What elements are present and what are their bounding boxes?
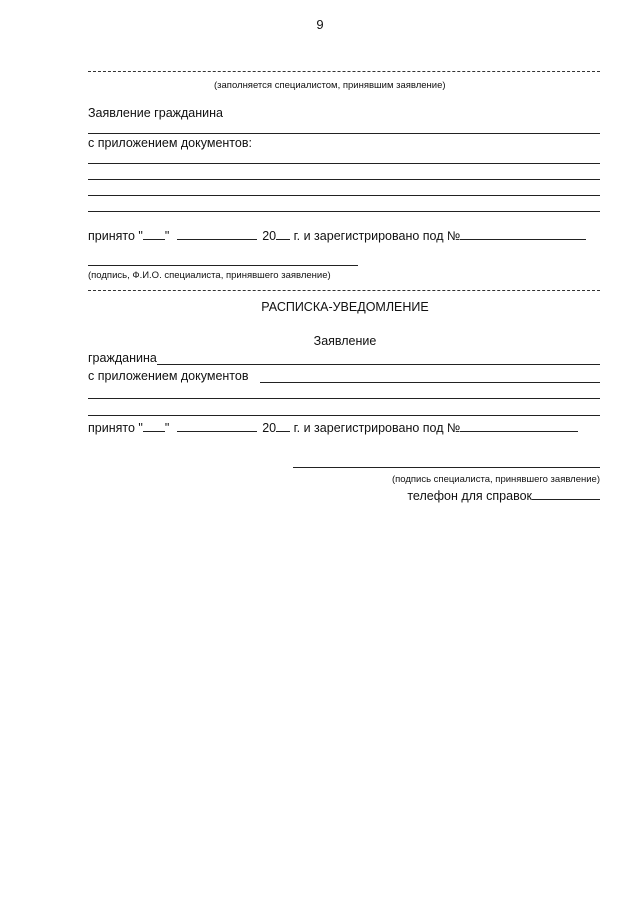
filled-by-note: (заполняется специалистом, принявшим заявление) xyxy=(214,80,446,91)
registration-number-blank xyxy=(460,228,586,240)
statement-line xyxy=(88,133,600,134)
signature-line xyxy=(88,265,358,266)
statement-label: Заявление гражданина xyxy=(88,106,223,120)
attachments-label: с приложением документов: xyxy=(88,136,252,150)
citizen-label: гражданина xyxy=(88,351,157,365)
receipt-attachments-line-1 xyxy=(260,382,600,383)
attachments-line-1 xyxy=(88,163,600,164)
year-prefix: 20 xyxy=(262,229,277,243)
year-blank xyxy=(276,228,290,240)
receipt-year-prefix: 20 xyxy=(262,421,277,435)
signature-caption: (подпись, Ф.И.О. специалиста, принявшего заявление) xyxy=(88,270,331,281)
receipt-attachments-line-2 xyxy=(88,398,600,399)
citizen-line xyxy=(157,364,600,365)
month-blank xyxy=(177,228,257,240)
receipt-day-blank xyxy=(143,420,165,432)
receipt-accepted-prefix: принято " xyxy=(88,421,143,435)
phone-blank xyxy=(532,488,600,500)
phone-label: телефон для справок xyxy=(407,489,532,503)
attachments-line-2 xyxy=(88,179,600,180)
page-number: 9 xyxy=(316,17,324,32)
receipt-registered-text: г. и зарегистрировано под № xyxy=(293,421,461,435)
receipt-attachments-line-3 xyxy=(88,415,600,416)
receipt-year-blank xyxy=(276,420,290,432)
accepted-prefix: принято " xyxy=(88,229,143,243)
registered-text: г. и зарегистрировано под № xyxy=(293,229,461,243)
accepted-row xyxy=(88,228,586,243)
day-blank xyxy=(143,228,165,240)
middle-dashed-divider xyxy=(88,290,600,291)
receipt-title: РАСПИСКА-УВЕДОМЛЕНИЕ xyxy=(261,300,429,314)
receipt-signature-caption: (подпись специалиста, принявшего заявление) xyxy=(391,474,600,485)
receipt-signature-line xyxy=(293,467,600,468)
accepted-quote-close: " xyxy=(164,229,170,243)
receipt-statement-title: Заявление xyxy=(313,334,377,348)
receipt-attachments-label: с приложением документов xyxy=(88,369,249,383)
attachments-line-3 xyxy=(88,195,600,196)
receipt-registration-number-blank xyxy=(460,420,578,432)
receipt-month-blank xyxy=(177,420,257,432)
receipt-accepted-quote-close: " xyxy=(164,421,170,435)
top-dashed-divider xyxy=(88,71,600,72)
phone-row xyxy=(407,488,600,503)
receipt-accepted-row xyxy=(88,420,578,435)
attachments-line-4 xyxy=(88,211,600,212)
